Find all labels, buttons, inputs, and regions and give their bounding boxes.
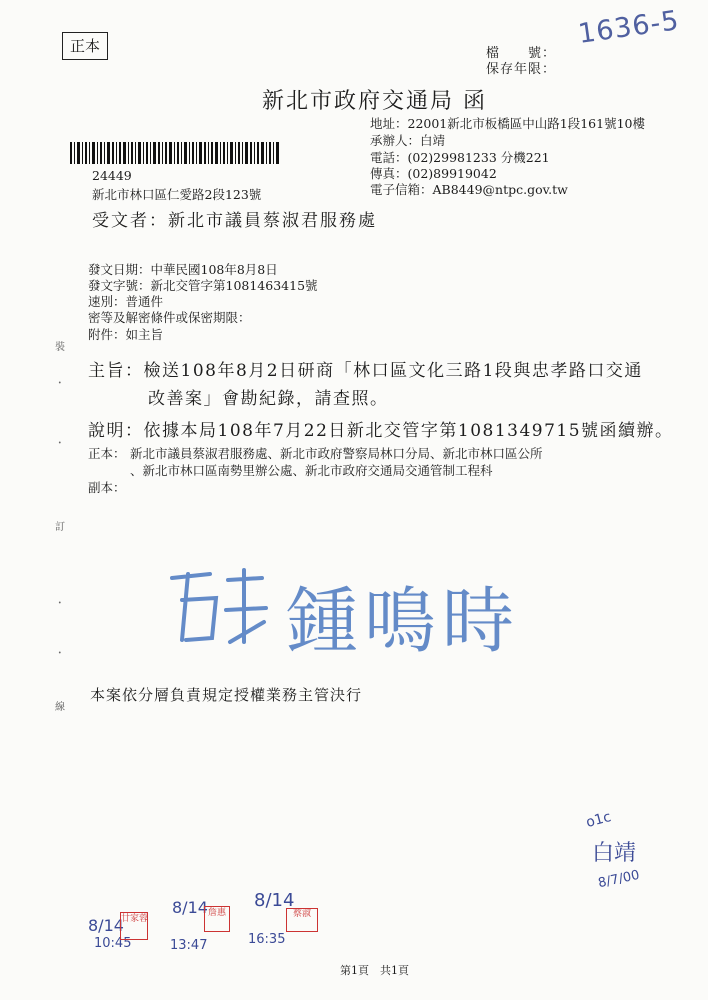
receipt-stamp-1: 廿家蓉 [120, 912, 148, 940]
file-number-label: 檔 號： [486, 46, 557, 61]
page-footer: 第1頁 共1頁 [340, 964, 409, 977]
receipt-time-1: 10:45 [94, 936, 132, 951]
receipt-time-3: 16:35 [248, 932, 286, 947]
binding-dot: • [58, 650, 62, 657]
binding-mark-zhuang: 裝 [55, 342, 65, 353]
agency-title: 新北市政府交通局 函 [262, 89, 487, 114]
mail-postal-code: 24449 [92, 168, 132, 183]
sender-fax: 傳真：(02)89919042 [370, 166, 497, 181]
sender-handler: 承辦人：白靖 [370, 133, 446, 148]
barcode [70, 142, 280, 164]
copy-mark: 正本 [62, 32, 108, 60]
sender-phone: 電話：(02)29981233 分機221 [370, 150, 550, 165]
doc-field-speed: 速別：普通件 [88, 294, 164, 309]
receipt-stamp-3: 蔡淑 [286, 908, 318, 932]
handwritten-note-a: o1c [584, 809, 613, 831]
handwritten-file-number: 1636-5 [576, 5, 682, 50]
handwritten-note-b: 白靖 [592, 841, 637, 866]
binding-dot: • [58, 440, 62, 447]
receipt-stamp-2: 詹惠 [204, 906, 230, 932]
subject-line-1: 主旨：檢送108年8月2日研商「林口區文化三路1段與忠孝路口交通 [88, 361, 643, 381]
handwritten-note-c: 8/7/00 [596, 867, 641, 892]
seal-text [0, 0, 1, 1]
distribution-original-line-1: 新北市議員蔡淑君服務處、新北市政府警察局林口分局、新北市林口區公所 [130, 446, 543, 461]
subject-line-2: 改善案」會勘紀錄，請查照。 [148, 389, 389, 409]
sender-address: 地址：22001新北市板橋區中山路1段161號10樓 [370, 116, 645, 131]
official-seal [166, 560, 546, 670]
retention-label: 保存年限： [486, 62, 557, 77]
seal-name: 鍾鳴時 [286, 579, 521, 663]
sender-email: 電子信箱：AB8449@ntpc.gov.tw [370, 182, 568, 197]
doc-field-date: 發文日期：中華民國108年8月8日 [88, 262, 278, 277]
receipt-date-3: 8/14 [254, 890, 295, 911]
explanation: 說明：依據本局108年7月22日新北交管字第1081349715號函續辦。 [88, 421, 674, 441]
doc-field-number: 發文字號：新北交管字第1081463415號 [88, 278, 318, 293]
binding-mark-ding: 訂 [55, 522, 65, 533]
doc-field-attachment: 附件：如主旨 [88, 327, 164, 342]
distribution-original-line-2: 、新北市林口區南勢里辦公處、新北市政府交通局交通管制工程科 [130, 463, 493, 478]
delegation-statement: 本案依分層負責規定授權業務主管決行 [90, 686, 363, 704]
recipient: 受文者：新北市議員蔡淑君服務處 [92, 211, 377, 231]
doc-field-secrecy: 密等及解密條件或保密期限： [88, 310, 251, 325]
binding-dot: • [58, 380, 62, 387]
binding-mark-xian: 線 [55, 702, 65, 713]
binding-dot: • [58, 600, 62, 607]
distribution-original-label: 正本： [88, 446, 126, 461]
receipt-time-2: 13:47 [170, 938, 208, 953]
receipt-date-2: 8/14 [172, 898, 208, 917]
mail-address: 新北市林口區仁愛路2段123號 [92, 187, 262, 202]
receipt-date-1: 8/14 [88, 916, 124, 935]
distribution-copy-label: 副本： [88, 480, 126, 495]
